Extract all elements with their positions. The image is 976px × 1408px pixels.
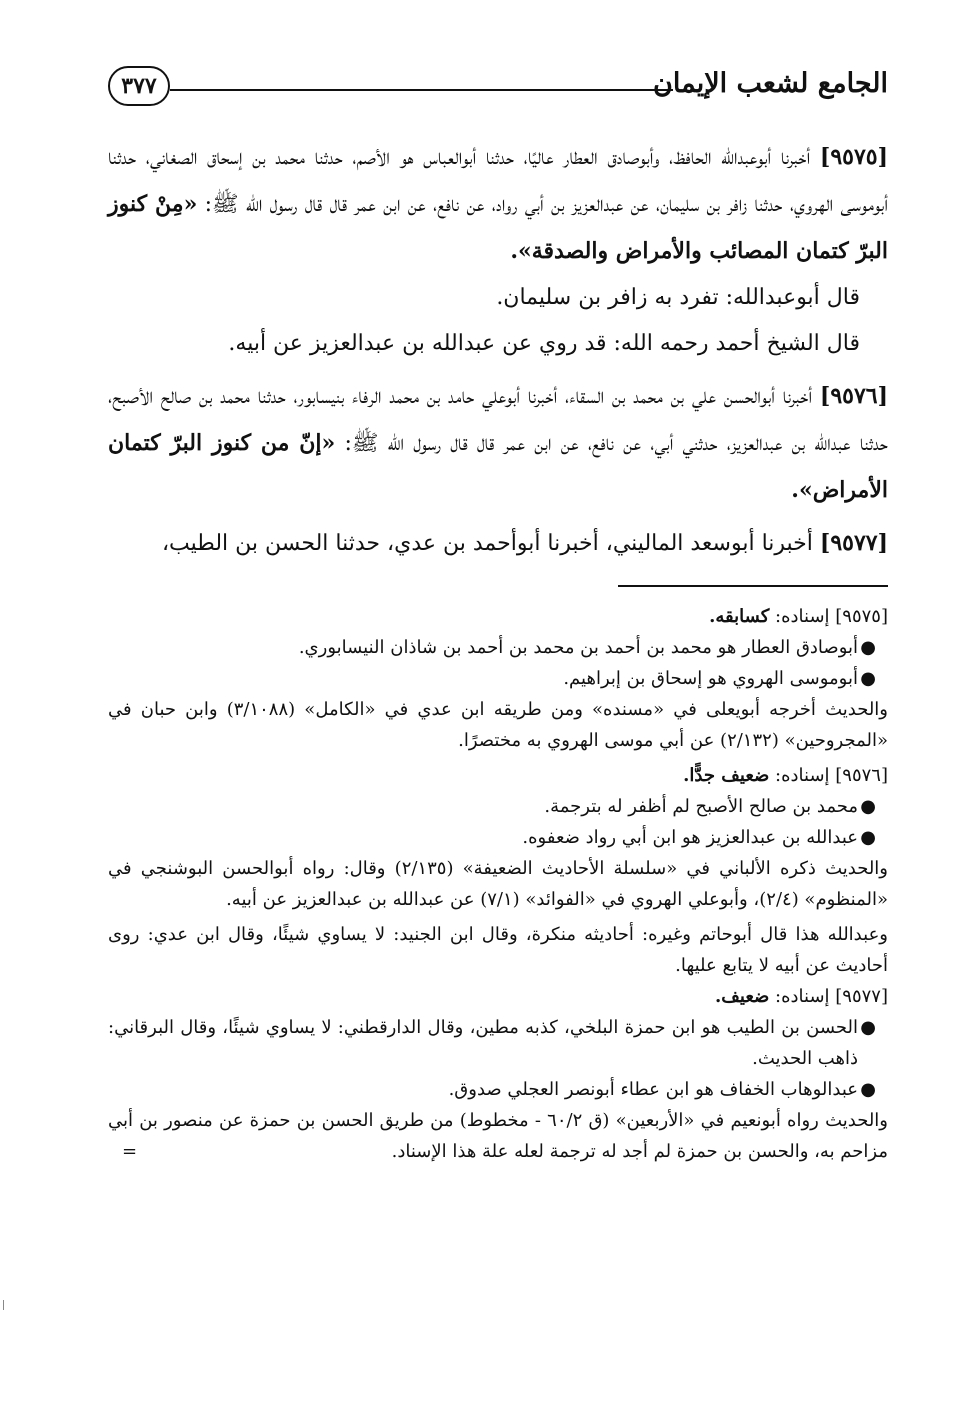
grading: ضعيف.	[714, 986, 770, 1007]
hadith-9577	[108, 520, 888, 567]
bullet-icon: ●	[860, 668, 876, 689]
grading: ضعيف جدًّا.	[683, 765, 770, 786]
footnote-separator	[618, 585, 888, 587]
author-note: قال الشيخ أحمد رحمه الله: قد روي عن عبدالله بن عبدالعزيز عن أبيه.	[228, 331, 860, 356]
list-item	[108, 1012, 888, 1074]
bullet-icon: ●	[860, 796, 876, 817]
page-number: ٣٧٧	[108, 66, 170, 106]
book-page	[108, 62, 888, 1167]
list-item	[108, 1074, 888, 1105]
grading: كسابقه.	[709, 606, 770, 627]
author-note: قال أبوعبدالله: تفرد به زافر بن سليمان.	[496, 285, 860, 310]
list-item	[108, 663, 888, 694]
list-item	[108, 632, 888, 663]
hadith-isnad: أخبرنا أبوعبدالله الحافظ، وأبوصادق العطار عاليًا، حدثنا أبوالعباس هو الأصم، حدثنا محمد بن إسحاق الصغاني، حدثنا أبوموسى الهروي، حدثنا زافر بن سليمان، عن عبدالعزيز بن أبي رواد، عن نافع، عن ابن عمر قال قال رسول الله ﷺ:	[108, 145, 888, 217]
margin-mark	[3, 1300, 4, 1310]
bullet-icon: ●	[860, 1017, 876, 1038]
footnote-paragraph	[108, 1105, 888, 1167]
footnote-ref: [٩٥٧٧] إسناده:	[775, 986, 888, 1007]
footnote-paragraph: والحديث أخرجه أبويعلى في «مسنده» ومن طريقه ابن عدي في «الكامل» (٣/١٠٨٨) وابن حبان في «المجروحين» (٢/١٣٢) عن أبي موسى الهروي به مختصرًا.	[108, 699, 888, 751]
hadith-matn: «مِنْ كنوز البرّ كتمان المصائب والأمراض والصدقة».	[108, 191, 888, 264]
list-item-text: أبوموسى الهروي هو إسحاق بن إبراهيم.	[563, 668, 858, 689]
hadith-number: [٩٥٧٥]	[819, 144, 888, 170]
footnote-paragraph: وعبدالله هذا قال أبوحاتم وغيره: أحاديثه منكرة، وقال ابن الجنيد: لا يساوي شيئًا، وقال ابن عدي: روى أحاديث عن أبيه لا يتابع عليها.	[108, 924, 888, 976]
bullet-icon: ●	[860, 1079, 876, 1100]
footnote-heading	[108, 760, 888, 791]
continuation-mark: =	[122, 1141, 138, 1162]
list-item-text: عبدالله بن عبدالعزيز هو ابن أبي رواد ضعفوه.	[522, 827, 858, 848]
main-text	[108, 134, 888, 567]
footnote-ref: [٩٥٧٦] إسناده:	[775, 765, 888, 786]
list-item-text: الحسن بن الطيب هو ابن حمزة البلخي، كذبه مطين، وقال الدارقطني: لا يساوي شيئًا، وقال البرقاني: ذاهب الحديث.	[108, 1017, 858, 1069]
hadith-number: [٩٥٧٧]	[819, 530, 888, 556]
bullet-icon: ●	[860, 827, 876, 848]
hadith-9575	[108, 134, 888, 275]
hadith-matn: «إنّ من كنوز البرّ كتمان الأمراض».	[108, 430, 888, 503]
footnote-heading	[108, 601, 888, 632]
list-item	[108, 822, 888, 853]
hadith-number: [٩٥٧٦]	[819, 383, 888, 409]
page-header	[108, 62, 888, 112]
hadith-9576	[108, 373, 888, 514]
hadith-isnad: أخبرنا أبوسعد الماليني، أخبرنا أبوأحمد بن عدي، حدثنا الحسن بن الطيب،	[161, 531, 813, 556]
list-item	[108, 791, 888, 822]
bullet-icon: ●	[860, 637, 876, 658]
running-title: الجامع لشعب الإيمان	[653, 68, 888, 99]
list-item-text: عبدالوهاب الخفاف هو ابن عطاء أبونصر العجلي صدوق.	[448, 1079, 858, 1100]
footnote-ref: [٩٥٧٥] إسناده:	[775, 606, 888, 627]
footnote-paragraph: والحديث ذكره الألباني في «سلسلة الأحاديث الضعيفة» (٢/١٣٥) وقال: رواه أبوالحسن البوشنجي في «المنظوم» (٢/٤)، وأبوعلي الهروي في «الفوائد» (٧/١) عن عبدالله بن عبدالعزيز عن أبيه.	[108, 858, 888, 910]
list-item-text: محمد بن صالح الأصبح لم أظفر له بترجمة.	[544, 796, 858, 817]
footnotes	[108, 601, 888, 1167]
footnote-paragraph-text: والحديث رواه أبونعيم في «الأربعين» (ق ٦٠/٢ - مخطوط) من طريق الحسن بن حمزة عن منصور بن أبي مزاحم به، والحسن بن حمزة لم أجد له ترجمة لعله علة هذا الإسناد.	[108, 1110, 888, 1162]
footnote-heading	[108, 981, 888, 1012]
list-item-text: أبوصادق العطار هو محمد بن أحمد بن محمد بن أحمد بن شاذان النيسابوري.	[298, 637, 858, 658]
hadith-isnad: أخبرنا أبوالحسن علي بن محمد بن السقاء، أخبرنا أبوعلي حامد بن محمد الرفاء بنيسابور، حدثنا محمد بن صالح الأصبح، حدثنا عبدالله بن عبدالعزيز، حدثني أبي، عن نافع، عن ابن عمر قال قال رسول الله ﷺ:	[108, 384, 888, 456]
header-rule	[170, 89, 673, 91]
